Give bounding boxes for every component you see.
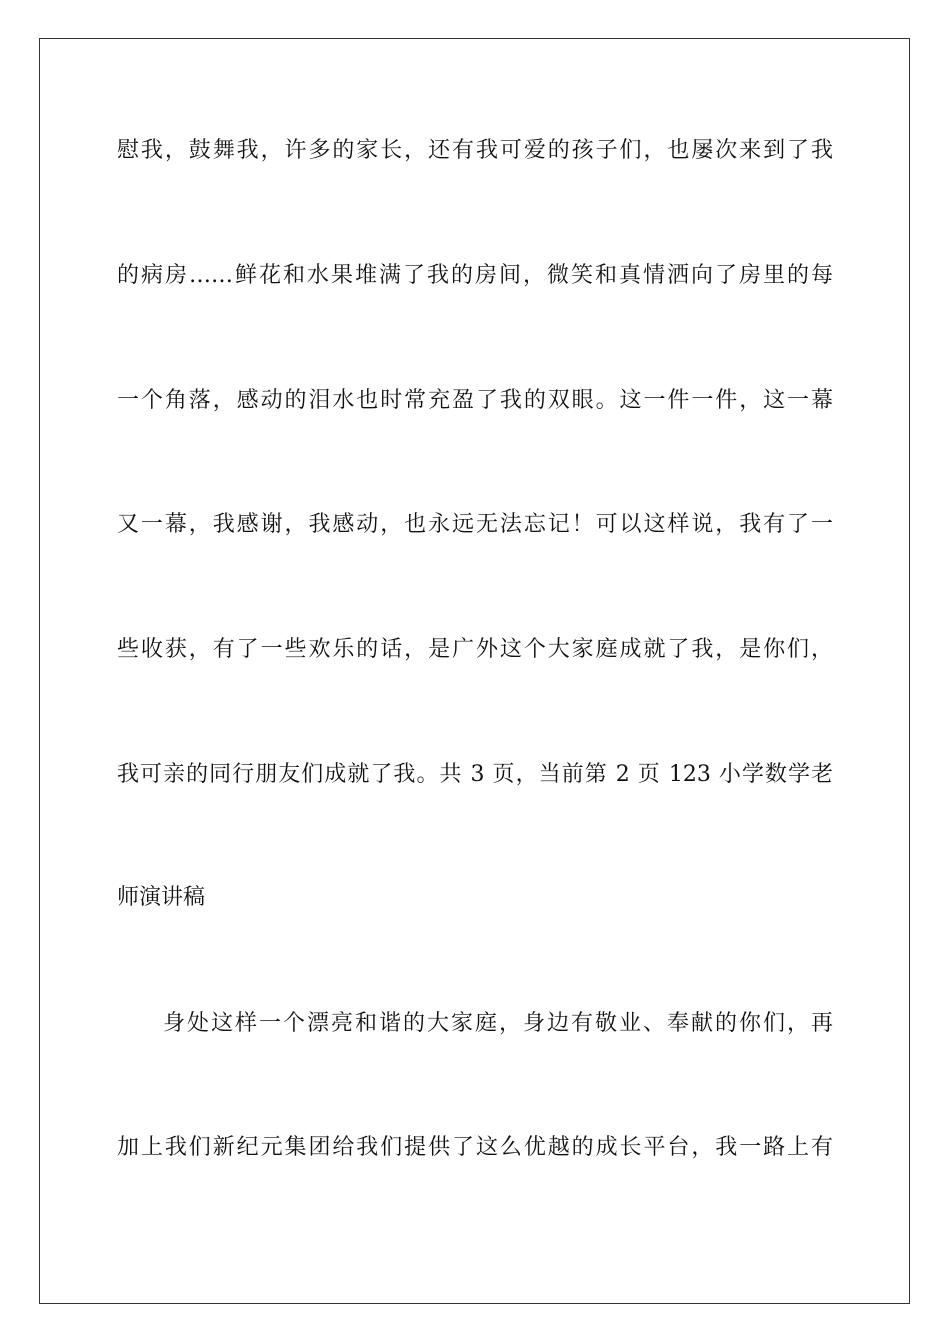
text-line-4: 又一幕，我感谢，我感动，也永远无法忘记！可以这样说，我有了一 [117, 512, 833, 537]
text-line-1: 慰我，鼓舞我，许多的家长，还有我可爱的孩子们，也屡次来到了我 [117, 138, 833, 163]
paragraph-start-line: 身处这样一个漂亮和谐的大家庭，身边有敬业、奉献的你们，再 [163, 1011, 833, 1036]
text-line-9: 加上我们新纪元集团给我们提供了这么优越的成长平台，我一路上有 [117, 1135, 833, 1160]
text-line-2: 的病房……鲜花和水果堆满了我的房间，微笑和真情洒向了房里的每 [117, 263, 833, 288]
page-frame [39, 38, 910, 1304]
text-line-3: 一个角落，感动的泪水也时常充盈了我的双眼。这一件一件，这一幕 [117, 388, 833, 413]
text-line-5: 些收获，有了一些欢乐的话，是广外这个大家庭成就了我，是你们， [117, 637, 833, 662]
text-line-7: 师演讲稿 [117, 885, 206, 910]
text-line-6: 我可亲的同行朋友们成就了我。共 3 页，当前第 2 页 123 小学数学老 [117, 762, 833, 787]
